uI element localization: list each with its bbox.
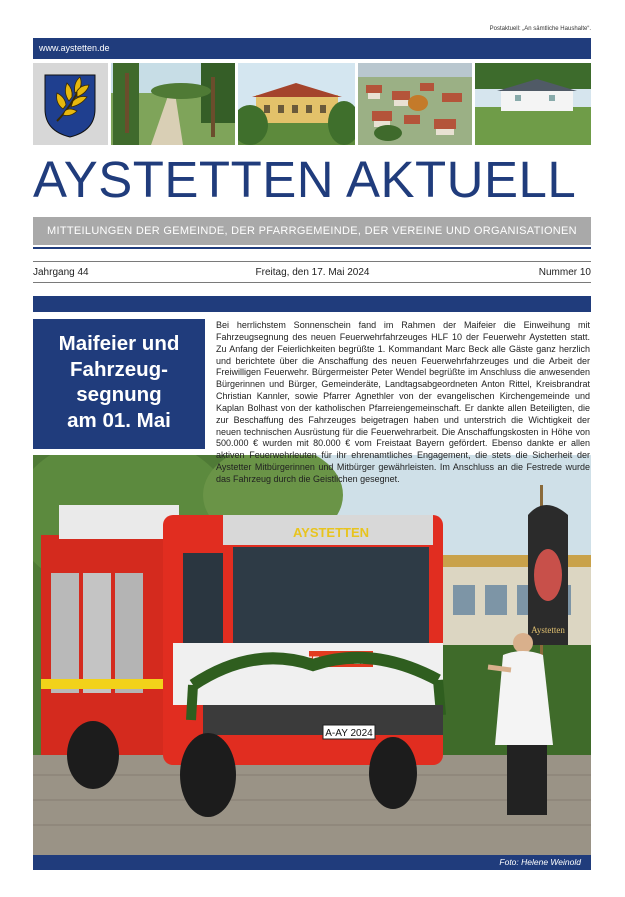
divider — [33, 261, 591, 262]
subtitle-bar — [33, 217, 591, 245]
photo-credit: Foto: Helene Weinold — [499, 857, 581, 867]
article-body: Bei herrlichstem Sonnenschein fand im Rahmen der Maifeier die Einweihung mit Fahrzeugsegnung des neuen Feuerwehrfahrzeuges HLF 10 der Feuerwehr Aystetten statt. Zu Anfang der Feierlichkeiten begrüßte 1. Kommandant Marc Beck alle Gäste ganz herzlich und berichtete über die Anschaffung des neuen Feuerwehrfahrzeuges und die Arbeit der Freiwilligen Feuerwehr. Bürgermeister Peter Wendel begrüßte im Anschluss die anwesenden Bürgerinnen und Bürger, Gemeinderäte, Landtagsabgeordneten Anton Rittel, Kreisbrandrat Christian Kannler, sowie Pfarrer Agnethler von der evangelischen Kirchengemeinde und Kaplan Bolhast von der katholischen Pfarreiengemeinschaft. Er dankte allen Beteiligten, die zur Beschaffung des Fahrzeuges beigetragen haben und unterstrich die Wichtigkeit der neuen technischen Ausrüstung für die Feuerwehrarbeit. Die Anschaffungskosten in Höhe von 500.000 € wurden mit 80.000 € vom Freistaat Bayern gefördert. Ebenso dankte er allen aktiven Feuerwehrleuten für ihr ehrenamtliches Engagement, die stets die Sicherheit der Aystetter Mitbürgerinnen und Mitbürger gewährleisten. Im Anschluss an die Festrede wurde das Fahrzeug durch die Geistlichen gesegnet. — [216, 320, 590, 484]
header-photo-village — [358, 63, 472, 145]
headline-line: am 01. Mai — [67, 408, 171, 432]
headline-line: Fahrzeug- — [70, 357, 168, 381]
headline-box — [33, 319, 205, 449]
garland-text: FEUERWEHR — [305, 655, 377, 667]
headline-line: segnung — [76, 383, 162, 406]
website-bar — [33, 38, 591, 59]
fire-truck-photo — [33, 455, 591, 855]
divider — [33, 282, 591, 283]
license-plate: A-AY 2024 — [325, 728, 373, 739]
issue-volume: Jahrgang 44 — [33, 267, 89, 278]
header-photo-castle — [238, 63, 355, 145]
issue-number: Nummer 10 — [538, 267, 591, 278]
section-bar — [33, 296, 591, 312]
postal-note: Postaktuell: „An sämtliche Haushalte“. — [489, 26, 591, 32]
masthead-subtitle: MITTEILUNGEN DER GEMEINDE, DER PFARRGEMEINDE, DER VEREINE UND ORGANISATIONEN — [47, 225, 577, 237]
coat-of-arms — [33, 63, 108, 145]
divider — [33, 247, 591, 249]
article-headline — [33, 331, 205, 433]
photo-credit-bar — [33, 855, 591, 870]
website-link[interactable]: www.aystetten.de — [39, 43, 110, 53]
headline-line: Maifeier und — [58, 332, 180, 355]
truck-lettering: AYSTETTEN — [292, 525, 370, 540]
masthead-title: AYSTETTEN AKTUELL — [33, 151, 577, 208]
header-photo-building — [475, 63, 591, 145]
banner-text: Aystetten — [531, 625, 565, 635]
header-photo-path — [111, 63, 235, 145]
crest-icon — [33, 63, 108, 145]
issue-date: Freitag, den 17. Mai 2024 — [255, 267, 370, 278]
